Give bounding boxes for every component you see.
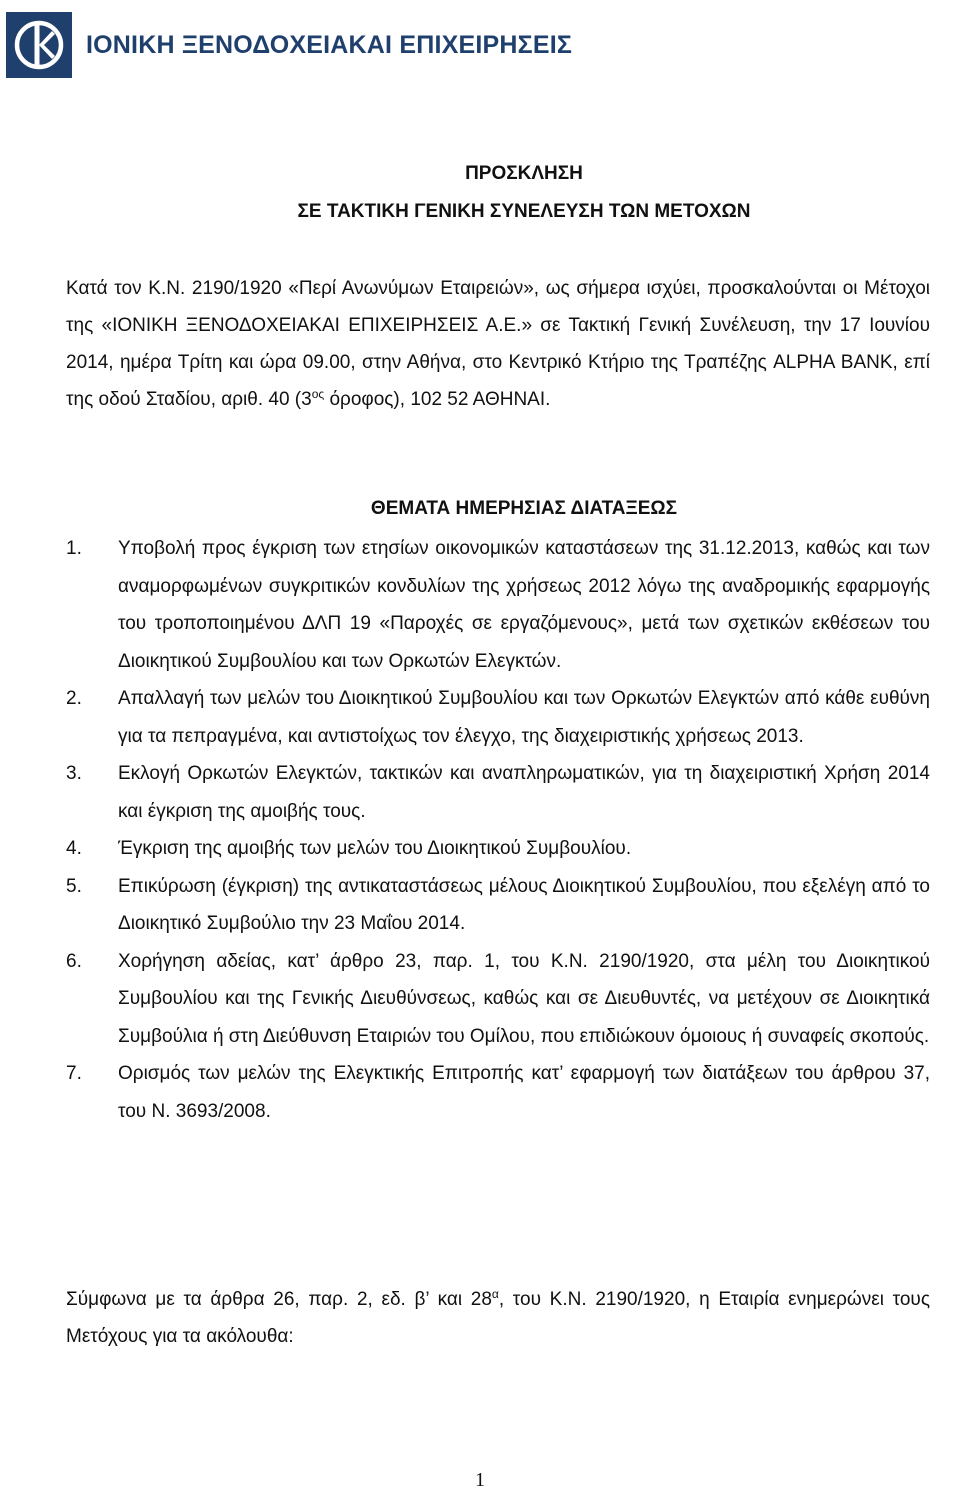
- page-number: 1: [475, 1469, 485, 1491]
- intro-text-end: όροφος), 102 52 ΑΘΗΝΑΙ.: [324, 389, 551, 410]
- company-name: ΙΟΝΙΚΗ ΞΕΝΟΔΟΧΕΙΑΚΑΙ ΕΠΙΧΕΙΡΗΣΕΙΣ: [86, 30, 573, 59]
- agenda-item-text: Επικύρωση (έγκριση) της αντικαταστάσεως μέλους Διοικητικού Συμβουλίου, που εξελέγη από το Διοικητικό Συμβούλιο την 23 Μαΐου 2014.: [118, 875, 930, 934]
- document-title: ΠΡΟΣΚΛΗΣΗ: [465, 163, 583, 184]
- document-header: [6, 10, 572, 80]
- agenda-item: [66, 680, 930, 755]
- agenda-item: [66, 943, 930, 1056]
- intro-superscript: ος: [311, 387, 325, 401]
- agenda-item-number: 5.: [66, 875, 82, 897]
- agenda-item-text: Υποβολή προς έγκριση των ετησίων οικονομικών καταστάσεων της 31.12.2013, καθώς και των αναμορφωμένων συγκριτικών κονδυλίων της χρήσεως 2012 λόγω της αναδρομικής εφαρμογής του τροποποιημένου ΔΛΠ 19 «Παροχές σε εργαζόμενους», μετά των σχετικών εκθέσεων του Διοικητικού Συμβουλίου και των Ορκωτών Ελεγκτών.: [118, 538, 930, 672]
- agenda-item-number: 7.: [66, 1063, 82, 1084]
- intro-paragraph: [66, 270, 930, 418]
- agenda-item: [66, 1055, 930, 1130]
- agenda-heading: ΘΕΜΑΤΑ ΗΜΕΡΗΣΙΑΣ ΔΙΑΤΑΞΕΩΣ: [370, 498, 678, 519]
- agenda-item: [66, 868, 930, 943]
- agenda-item-number: 4.: [66, 838, 82, 859]
- agenda-item-text: Έγκριση της αμοιβής των μελών του Διοικητικού Συμβουλίου.: [118, 838, 632, 859]
- agenda-item: [66, 830, 930, 868]
- agenda-item: [66, 755, 930, 830]
- agenda-item-number: 2.: [66, 688, 82, 709]
- agenda-item: [66, 530, 930, 680]
- alpha-bank-logo-icon: [6, 12, 72, 78]
- agenda-item-number: 1.: [66, 538, 82, 559]
- agenda-list: [66, 530, 930, 1130]
- closing-superscript: α: [491, 1287, 499, 1301]
- agenda-item-text: Χορήγηση αδείας, κατ’ άρθρο 23, παρ. 1, του Κ.Ν. 2190/1920, στα μέλη του Διοικητικού Συμβουλίου και της Γενικής Διευθύνσεως, καθώς και σε Διευθυντές, να μετέχουν σε Διοικητικά Συμβούλια ή στη Διεύθυνση Εταιριών του Ομίλου, που επιδιώκουν όμοιους ή συναφείς σκοπούς.: [118, 950, 930, 1047]
- agenda-item-number: 3.: [66, 763, 82, 784]
- agenda-item-number: 6.: [66, 950, 82, 972]
- closing-text: Σύμφωνα με τα άρθρα 26, παρ. 2, εδ. β’ και 28: [66, 1289, 492, 1310]
- closing-text-end: , του Κ.Ν. 2190/1920, η Εταιρία ενημερώνει τους Μετόχους για τα ακόλουθα:: [66, 1289, 930, 1347]
- agenda-item-text: Ορισμός των μελών της Ελεγκτικής Επιτροπής κατ’ εφαρμογή των διατάξεων του άρθρου 37, του Ν. 3693/2008.: [118, 1063, 930, 1122]
- intro-text: Κατά τον Κ.Ν. 2190/1920 «Περί Ανωνύμων Εταιρειών», ως σήμερα ισχύει, προσκαλούνται οι Μέτοχοι της «ΙΟΝΙΚΗ ΞΕΝΟΔΟΧΕΙΑΚΑΙ ΕΠΙΧΕΙΡΗΣΕΙΣ Α.Ε.» σε Τακτική Γενική Συνέλευση, την 17 Ιουνίου 2014, ημέρα Τρίτη και ώρα 09.00, στην Αθήνα, στο Κεντρικό Κτήριο της Τραπέζης ALPHA BANK, επί της οδού Σταδίου, αριθ. 40 (3: [66, 278, 930, 410]
- agenda-item-text: Απαλλαγή των μελών του Διοικητικού Συμβουλίου και των Ορκωτών Ελεγκτών από κάθε ευθύνη για τα πεπραγμένα, και αντιστοίχως τον έλεγχο, της διαχειριστικής χρήσεως 2013.: [118, 688, 930, 747]
- agenda-item-text: Εκλογή Ορκωτών Ελεγκτών, τακτικών και αναπληρωματικών, για τη διαχειριστική Χρήση 2014 και έγκριση της αμοιβής τους.: [118, 763, 930, 822]
- document-subtitle: ΣΕ ΤΑΚΤΙΚΗ ΓΕΝΙΚΗ ΣΥΝΕΛΕΥΣΗ ΤΩΝ ΜΕΤΟΧΩΝ: [297, 201, 751, 222]
- closing-paragraph: [66, 1281, 930, 1355]
